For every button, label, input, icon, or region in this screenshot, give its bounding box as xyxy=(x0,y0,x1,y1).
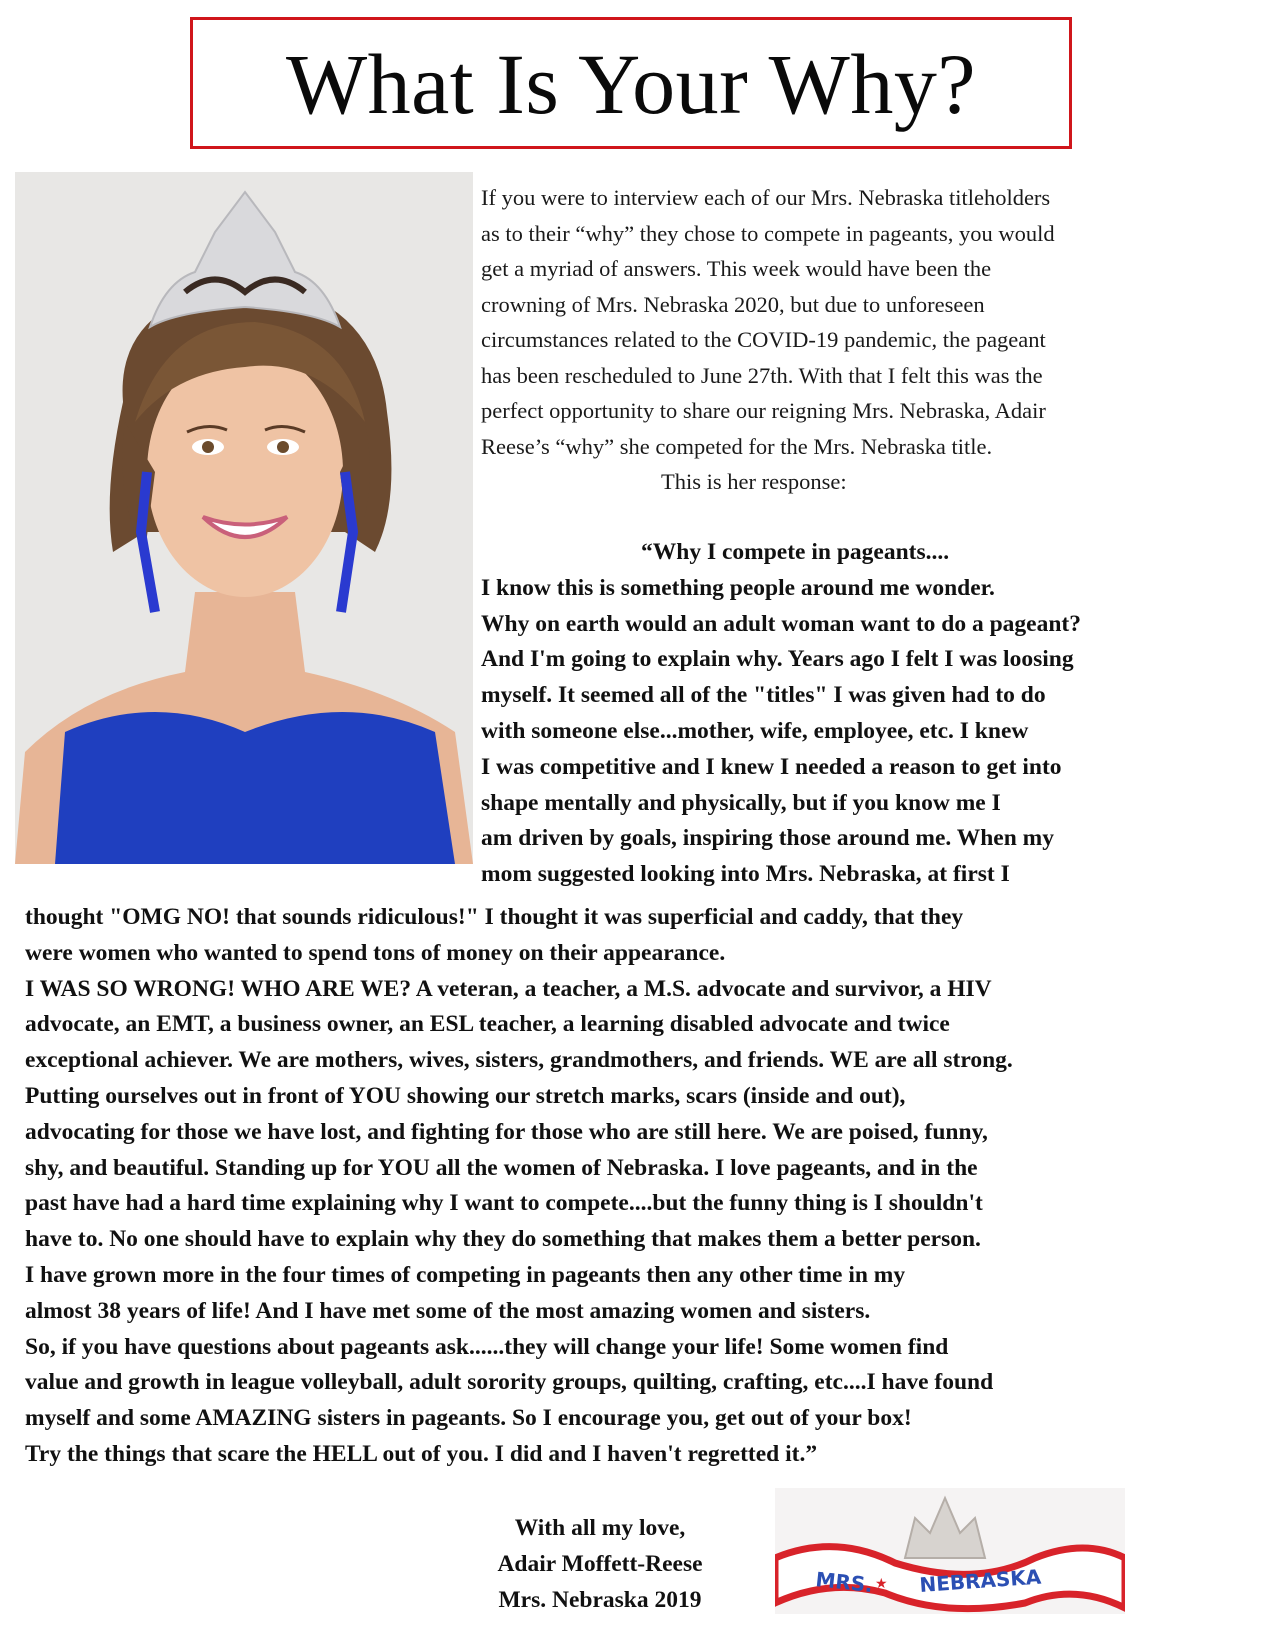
quote-line: I was competitive and I knew I needed a reason to get into xyxy=(481,753,1062,780)
quote-line: am driven by goals, inspiring those around me. When my xyxy=(481,825,1055,852)
quote-line: mom suggested looking into Mrs. Nebraska, at first I xyxy=(481,861,1010,888)
response-label: This is her response: xyxy=(661,469,847,494)
quote-line: myself and some AMAZING sisters in pageants. So I encourage you, get out of your box! xyxy=(25,1405,912,1432)
star-icon: ★ xyxy=(875,1576,888,1592)
sash-text: NEBRASKA xyxy=(918,1564,1042,1597)
quote-line: Why on earth would an adult woman want to do a pageant? xyxy=(481,610,1081,637)
intro-line: as to their “why” they chose to compete in pageants, you would xyxy=(481,220,1055,246)
sash-crown-photo xyxy=(775,1488,1125,1614)
intro-paragraph xyxy=(481,180,1241,500)
intro-line: If you were to interview each of our Mrs. Nebraska titleholders xyxy=(481,185,1051,210)
quote-line: almost 38 years of life! And I have met some of the most amazing women and sisters. xyxy=(25,1297,871,1324)
intro-line: get a myriad of answers. This week would have been the xyxy=(481,256,992,281)
sash-illustration xyxy=(775,1488,1125,1614)
quote-line: were women who wanted to spend tons of money on their appearance. xyxy=(25,939,726,966)
page-title: What Is Your Why? xyxy=(285,36,977,132)
quote-line: So, if you have questions about pageants ask......they will change your life! Some women find xyxy=(25,1333,949,1360)
quote-line: I have grown more in the four times of competing in pageants then any other time in my xyxy=(25,1261,906,1288)
intro-line: perfect opportunity to share our reigning Mrs. Nebraska, Adair xyxy=(481,398,1046,423)
quote-line: shy, and beautiful. Standing up for YOU all the women of Nebraska. I love pageants, and in the xyxy=(25,1154,978,1181)
signature-block xyxy=(470,1510,730,1618)
quote-line: Putting ourselves out in front of YOU showing our stretch marks, scars (inside and out), xyxy=(25,1082,906,1109)
portrait-illustration xyxy=(15,172,473,864)
quote-line: And I'm going to explain why. Years ago I felt I was loosing xyxy=(481,646,1074,673)
signature-name: Adair Moffett-Reese xyxy=(497,1551,703,1577)
intro-line: has been rescheduled to June 27th. With that I felt this was the xyxy=(481,362,1043,388)
quote-line: I know this is something people around me wonder. xyxy=(481,574,995,601)
intro-line: Reese’s “why” she competed for the Mrs. Nebraska title. xyxy=(481,433,993,459)
signature-title: Mrs. Nebraska 2019 xyxy=(498,1587,702,1613)
quote-line: value and growth in league volleyball, adult sorority groups, quilting, crafting, etc....I have found xyxy=(25,1369,994,1396)
signature-closing: With all my love, xyxy=(514,1515,686,1541)
quote-heading: “Why I compete in pageants.... xyxy=(641,539,950,565)
quote-line: myself. It seemed all of the "titles" I was given had to do xyxy=(481,682,1046,709)
quote-side-block xyxy=(481,535,1241,893)
intro-line: crowning of Mrs. Nebraska 2020, but due to unforeseen xyxy=(481,291,985,317)
quote-line: past have had a hard time explaining why I want to compete....but the funny thing is I shouldn't xyxy=(25,1190,983,1217)
quote-full-block xyxy=(25,900,1260,1473)
quote-line: exceptional achiever. We are mothers, wives, sisters, grandmothers, and friends. WE are all strong. xyxy=(25,1047,1013,1074)
title-box xyxy=(190,17,1072,149)
quote-line: Try the things that scare the HELL out of you. I did and I haven't regretted it.” xyxy=(25,1440,818,1467)
quote-line: thought "OMG NO! that sounds ridiculous!" I thought it was superficial and caddy, that they xyxy=(25,904,964,930)
quote-line: with someone else...mother, wife, employee, etc. I knew xyxy=(481,717,1029,744)
quote-line: advocating for those we have lost, and fighting for those who are still here. We are poised, funny, xyxy=(25,1118,988,1145)
quote-line: shape mentally and physically, but if you know me I xyxy=(481,789,1001,816)
intro-line: circumstances related to the COVID-19 pandemic, the pageant xyxy=(481,327,1046,352)
quote-line: advocate, an EMT, a business owner, an ESL teacher, a learning disabled advocate and twice xyxy=(25,1011,950,1038)
portrait-photo xyxy=(15,172,473,864)
sash-text: MRS. xyxy=(814,1567,874,1597)
quote-line: I WAS SO WRONG! WHO ARE WE? A veteran, a teacher, a M.S. advocate and survivor, a HIV xyxy=(25,975,992,1002)
quote-line: have to. No one should have to explain why they do something that makes them a better person. xyxy=(25,1226,981,1253)
